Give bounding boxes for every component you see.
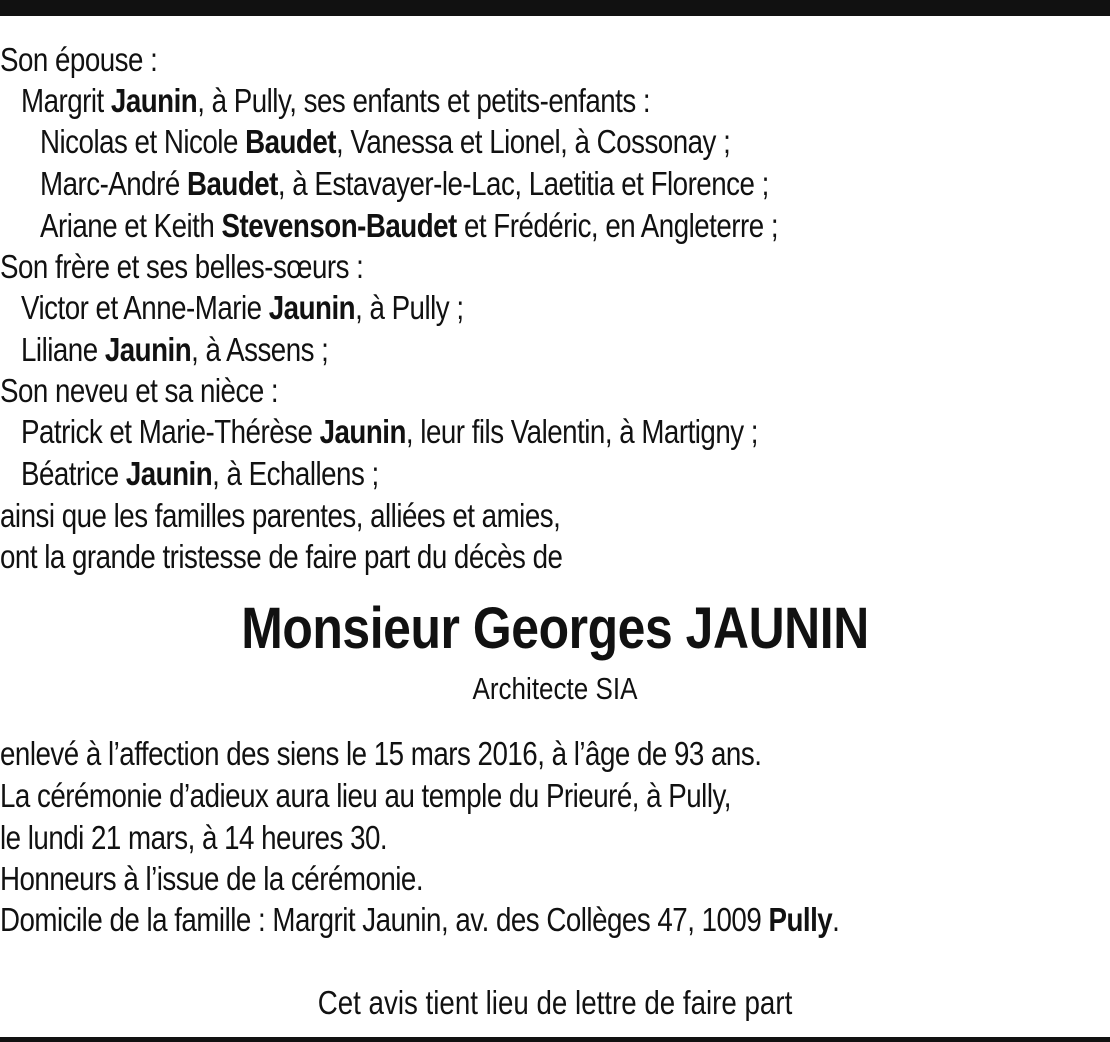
child-line: Ariane et Keith Stevenson-Baudet et Frédéric, en Angleterre ; bbox=[40, 207, 779, 244]
closing-line: ont la grande tristesse de faire part du décès de bbox=[0, 538, 563, 575]
sibling-line: Victor et Anne-Marie Jaunin, à Pully ; bbox=[21, 289, 464, 326]
closing-line: ainsi que les familles parentes, alliées et amies, bbox=[0, 497, 561, 534]
surname: Stevenson-Baudet bbox=[221, 207, 457, 244]
spouse-heading: Son épouse : bbox=[0, 41, 158, 78]
surname: Jaunin bbox=[110, 82, 198, 119]
surname: Jaunin bbox=[319, 413, 406, 450]
deceased-title: Architecte SIA bbox=[472, 671, 638, 706]
child-line: Marc-André Baudet, à Estavayer-le-Lac, Laetitia et Florence ; bbox=[40, 165, 769, 202]
detail-line: le lundi 21 mars, à 14 heures 30. bbox=[0, 819, 388, 856]
deceased-name: Monsieur Georges JAUNIN bbox=[241, 596, 869, 661]
detail-line: La cérémonie d’adieux aura lieu au temple du Prieuré, à Pully, bbox=[0, 777, 731, 814]
siblings-heading: Son frère et ses belles-sœurs : bbox=[0, 248, 364, 285]
place-name: Pully bbox=[768, 901, 833, 938]
detail-line: Honneurs à l’issue de la cérémonie. bbox=[0, 860, 424, 897]
detail-line: enlevé à l’affection des siens le 15 mars 2016, à l’âge de 93 ans. bbox=[0, 735, 762, 772]
spouse-line: Margrit Jaunin, à Pully, ses enfants et petits-enfants : bbox=[21, 82, 651, 119]
sibling-line: Liliane Jaunin, à Assens ; bbox=[21, 331, 329, 368]
surname: Baudet bbox=[245, 123, 337, 160]
nephew-line: Patrick et Marie-Thérèse Jaunin, leur fils Valentin, à Martigny ; bbox=[21, 413, 758, 450]
nephews-heading: Son neveu et sa nièce : bbox=[0, 372, 279, 409]
domicile-line: Domicile de la famille : Margrit Jaunin, av. des Collèges 47, 1009 Pully. bbox=[0, 901, 840, 938]
child-line: Nicolas et Nicole Baudet, Vanessa et Lionel, à Cossonay ; bbox=[40, 123, 731, 160]
surname: Jaunin bbox=[125, 455, 213, 492]
bottom-rule bbox=[0, 1037, 1110, 1042]
surname: Jaunin bbox=[268, 289, 356, 326]
footer-note: Cet avis tient lieu de lettre de faire part bbox=[317, 984, 793, 1021]
surname: Jaunin bbox=[104, 331, 192, 368]
surname: Baudet bbox=[186, 165, 278, 202]
nephew-line: Béatrice Jaunin, à Echallens ; bbox=[21, 455, 379, 492]
top-rule bbox=[0, 0, 1110, 16]
